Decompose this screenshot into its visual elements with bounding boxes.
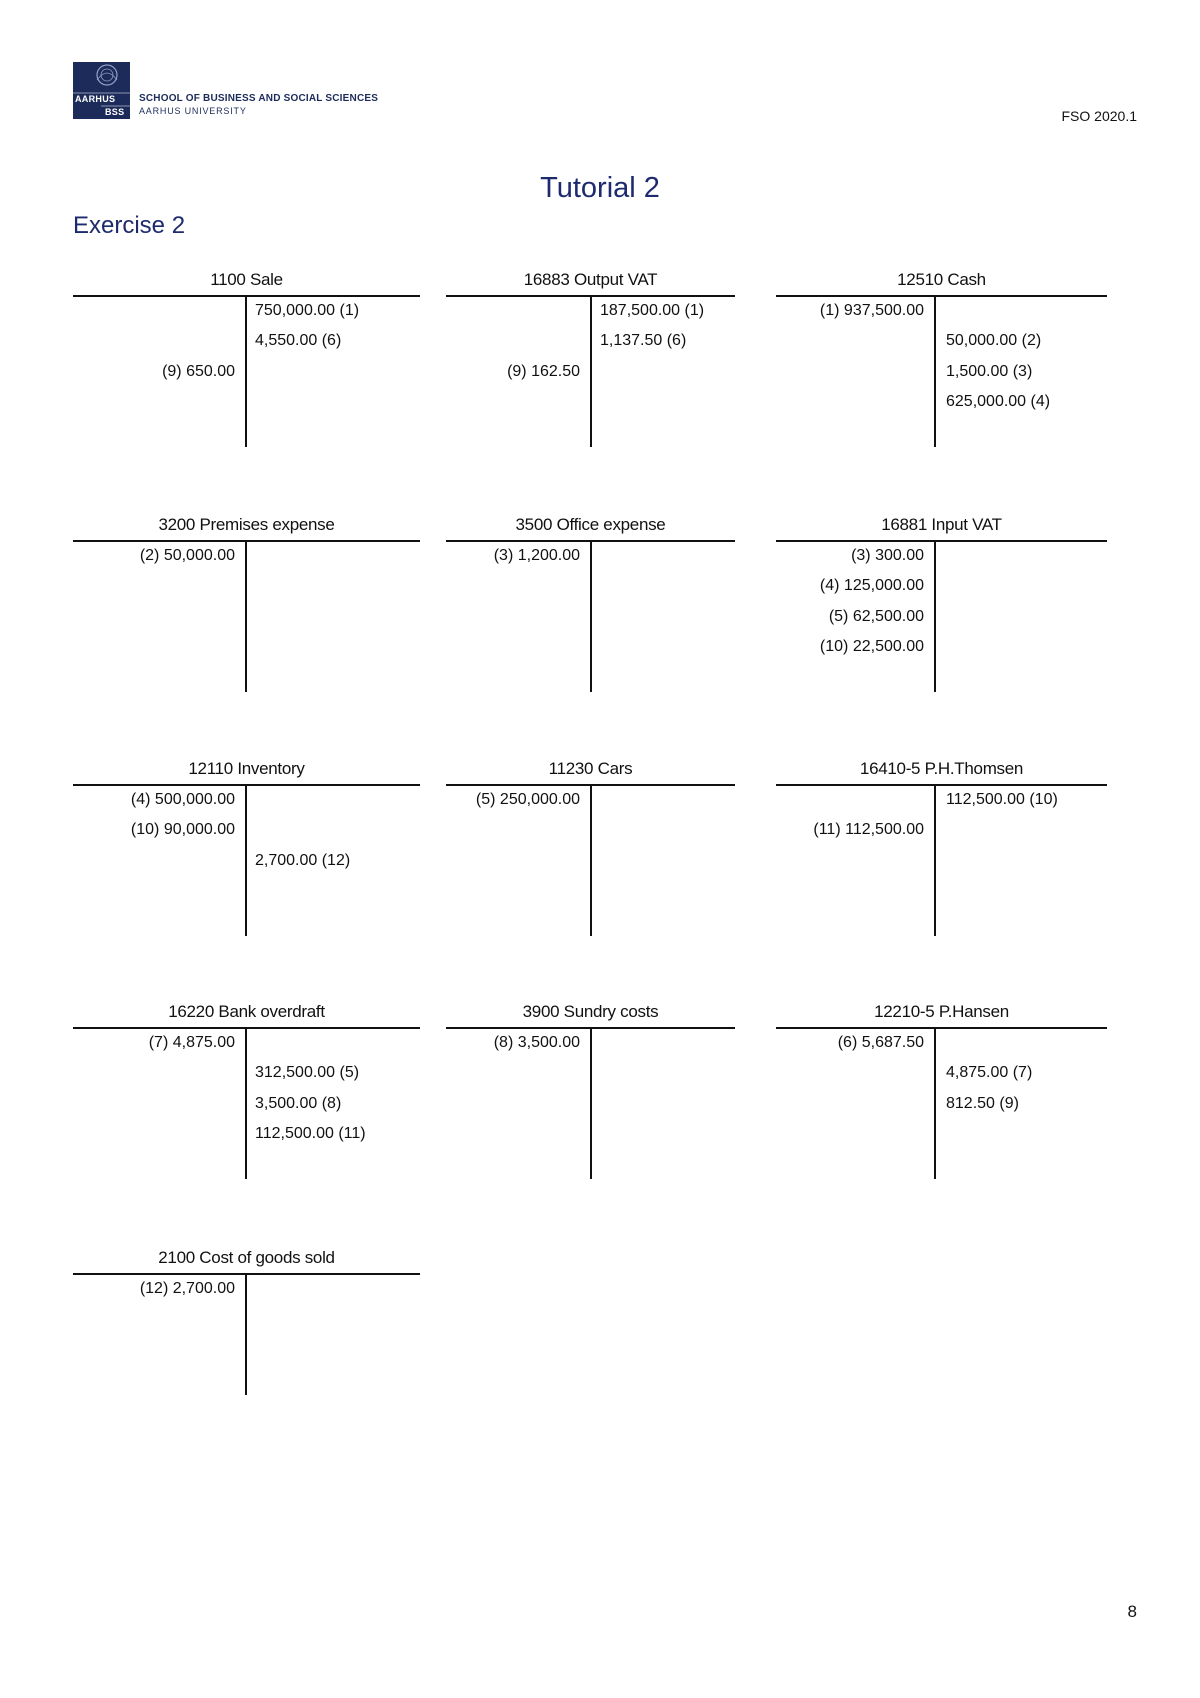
credit-entry: 1,500.00 (3) (946, 362, 1033, 380)
t-account-divider (934, 786, 936, 936)
t-account-title: 1100 Sale (210, 270, 283, 289)
document-code: FSO 2020.1 (1061, 108, 1137, 124)
debit-entry: (11) 112,500.00 (813, 821, 924, 839)
debit-entry: (2) 50,000.00 (139, 547, 235, 564)
debit-entry: (1) 937,500.00 (819, 302, 924, 319)
credit-entry: 187,500.00 (1) (600, 302, 705, 319)
university-name: AARHUS UNIVERSITY (139, 106, 247, 116)
credit-entry: 112,500.00 (11) (255, 1124, 366, 1142)
t-account-divider (590, 1029, 592, 1179)
debit-entry: (5) 250,000.00 (475, 791, 580, 808)
t-account-title: 12210-5 P.Hansen (874, 1002, 1009, 1021)
t-account-title: 3900 Sundry costs (522, 1002, 659, 1021)
t-account (73, 1248, 420, 1398)
t-account-title: 11230 Cars (548, 759, 633, 778)
debit-entry: (7) 4,875.00 (148, 1034, 235, 1051)
t-account (776, 759, 1107, 939)
bss-logo (73, 62, 130, 119)
t-account-top-rule (776, 784, 1107, 786)
debit-entry: (4) 500,000.00 (130, 791, 235, 808)
t-account (446, 1002, 735, 1182)
t-account-divider (590, 542, 592, 692)
exercise-heading: Exercise 2 (73, 212, 186, 239)
credit-entry: 50,000.00 (2) (946, 332, 1042, 350)
debit-entry: (9) 162.50 (507, 362, 580, 380)
debit-entry: (3) 300.00 (851, 547, 924, 564)
debit-entry: (9) 650.00 (162, 362, 235, 380)
debit-entry: (10) 22,500.00 (819, 637, 924, 655)
t-account-divider (934, 1029, 936, 1179)
t-account-divider (245, 542, 247, 692)
t-account-divider (245, 1275, 247, 1395)
page-title: Tutorial 2 (540, 172, 660, 204)
debit-entry: (3) 1,200.00 (493, 547, 580, 564)
t-account (776, 270, 1107, 450)
debit-entry: (10) 90,000.00 (130, 821, 235, 839)
t-account-title: 2100 Cost of goods sold (158, 1248, 335, 1267)
credit-entry: 4,550.00 (6) (255, 332, 342, 350)
t-account-top-rule (776, 1027, 1107, 1029)
t-account-top-rule (776, 540, 1107, 542)
logo-line-2: BSS (105, 107, 125, 117)
debit-entry: (8) 3,500.00 (493, 1034, 580, 1051)
t-account-divider (590, 297, 592, 447)
t-account-divider (245, 786, 247, 936)
credit-entry: 750,000.00 (1) (255, 302, 360, 319)
credit-entry: 2,700.00 (12) (255, 851, 351, 869)
debit-entry: (5) 62,500.00 (828, 607, 924, 625)
t-account (446, 515, 735, 695)
credit-entry: 1,137.50 (6) (600, 332, 687, 350)
t-account (73, 1002, 420, 1182)
school-name: SCHOOL OF BUSINESS AND SOCIAL SCIENCES (139, 93, 379, 104)
debit-entry: (12) 2,700.00 (139, 1280, 235, 1297)
t-account-title: 16220 Bank overdraft (168, 1002, 325, 1021)
credit-entry: 812.50 (9) (946, 1094, 1019, 1112)
credit-entry: 4,875.00 (7) (946, 1064, 1033, 1082)
t-account-title: 16410-5 P.H.Thomsen (859, 759, 1024, 778)
debit-entry: (4) 125,000.00 (819, 577, 924, 595)
t-account (776, 1002, 1107, 1182)
t-account-title: 12510 Cash (897, 270, 986, 289)
t-account (776, 515, 1107, 695)
t-account-title: 3200 Premises expense (158, 515, 335, 534)
t-account-divider (245, 1029, 247, 1179)
credit-entry: 625,000.00 (4) (946, 392, 1051, 410)
t-account (446, 759, 735, 939)
t-account-title: 3500 Office expense (515, 515, 666, 534)
t-account (73, 270, 420, 450)
credit-entry: 112,500.00 (10) (946, 791, 1058, 808)
logo-line-1: AARHUS (75, 94, 116, 104)
page-number: 8 (1127, 1602, 1137, 1621)
t-account (446, 270, 735, 450)
t-account-title: 16883 Output VAT (523, 270, 658, 289)
t-account-top-rule (776, 295, 1107, 297)
credit-entry: 312,500.00 (5) (255, 1064, 360, 1082)
t-account-title: 16881 Input VAT (881, 515, 1002, 534)
credit-entry: 3,500.00 (8) (255, 1094, 342, 1112)
debit-entry: (6) 5,687.50 (837, 1034, 924, 1051)
t-account (73, 515, 420, 695)
t-account-title: 12110 Inventory (188, 759, 305, 778)
t-account-divider (934, 542, 936, 692)
t-account-divider (590, 786, 592, 936)
t-account (73, 759, 420, 939)
t-account-divider (934, 297, 936, 447)
t-account-divider (245, 297, 247, 447)
